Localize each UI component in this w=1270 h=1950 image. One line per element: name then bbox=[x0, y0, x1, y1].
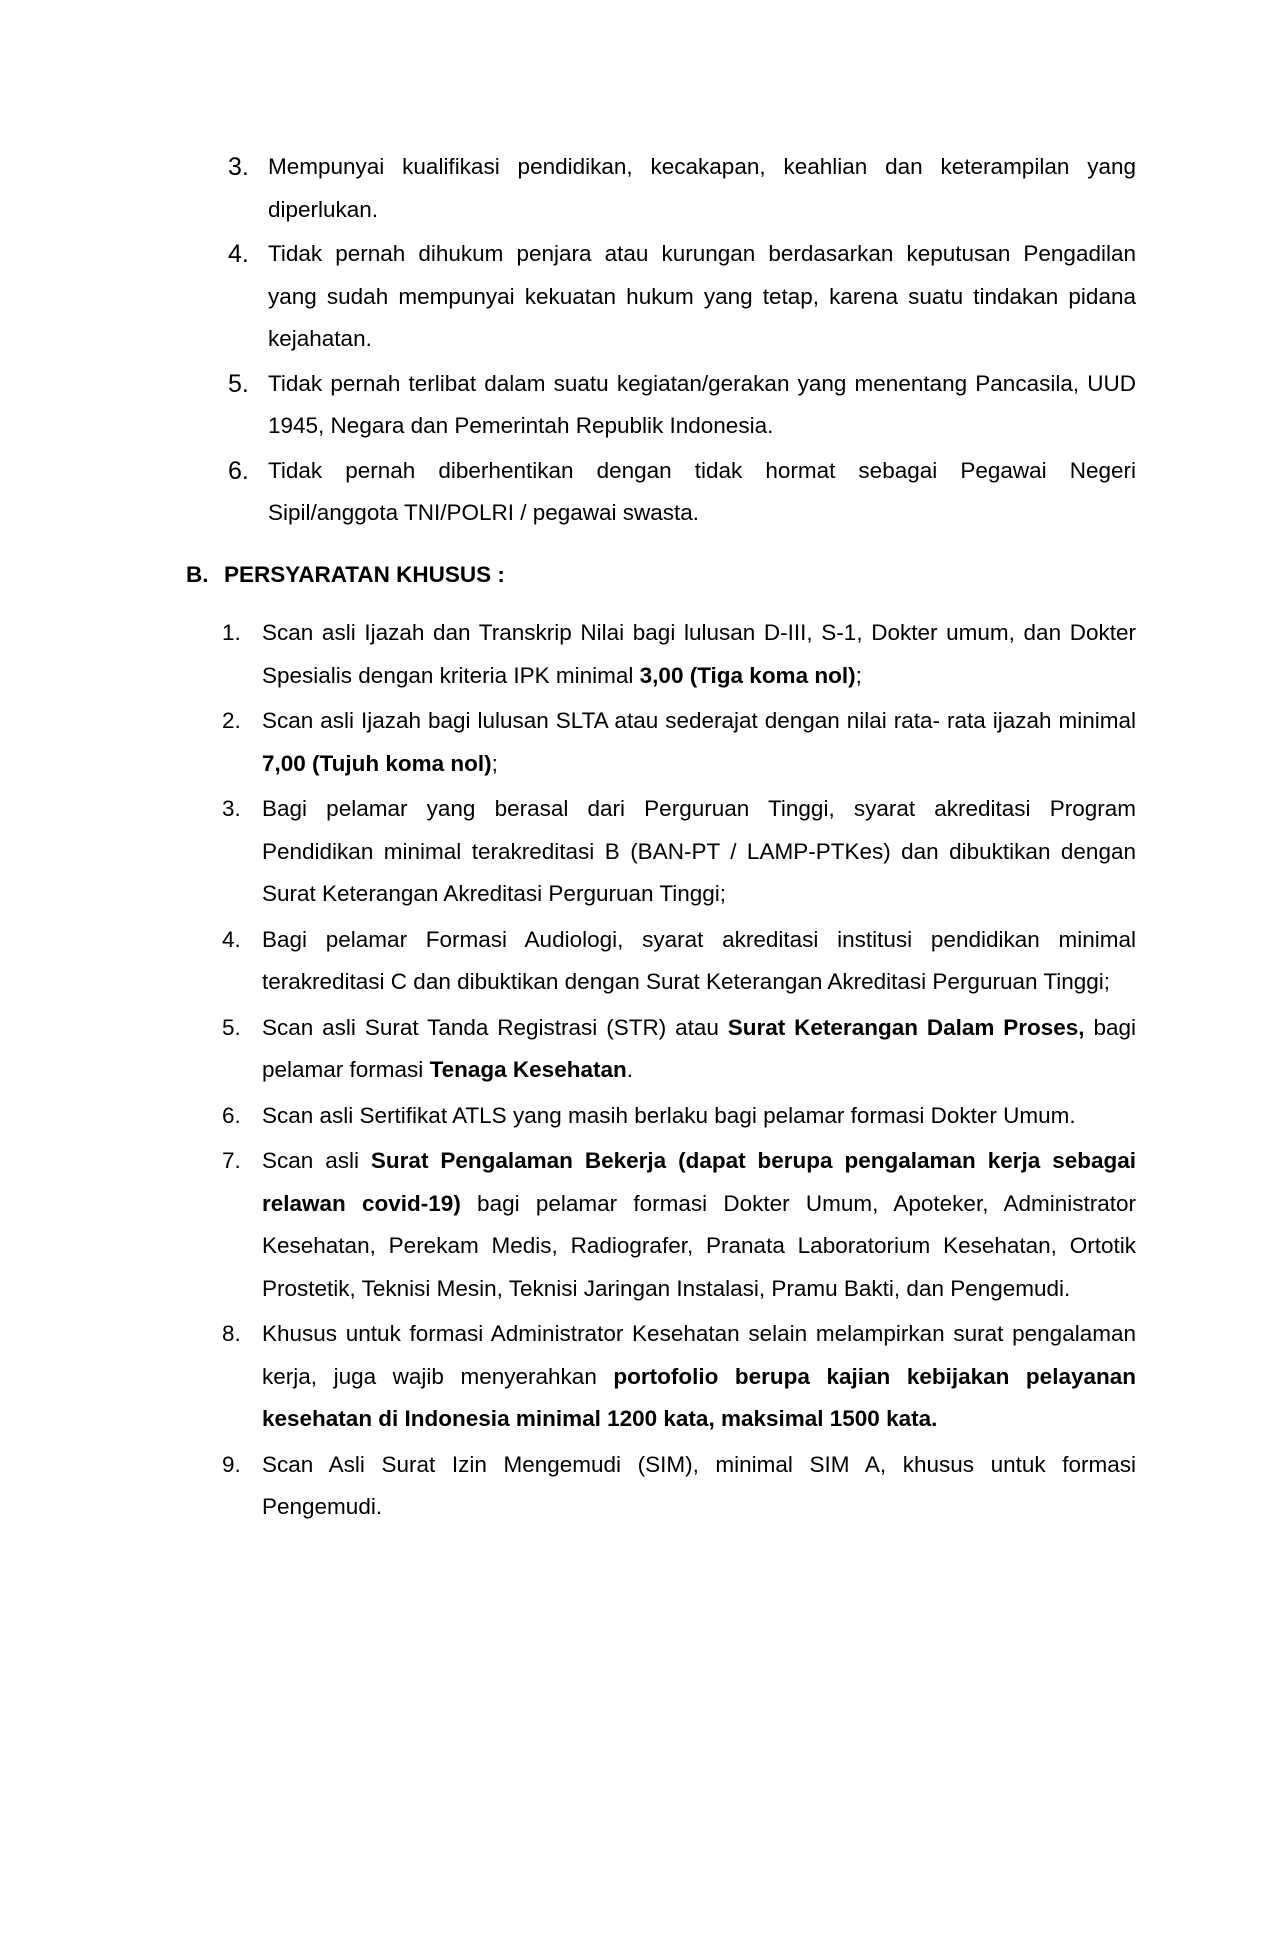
list-item bbox=[222, 612, 1136, 697]
list-item-text bbox=[262, 1452, 1136, 1520]
text-segment: ; bbox=[855, 662, 862, 688]
text-segment: Tidak pernah terlibat dalam suatu kegiatan/gerakan yang menentang Pancasila, UUD 1945, Negara dan Pemerintah Republik Indonesia. bbox=[268, 370, 1136, 438]
text-segment: bagi pelamar formasi bbox=[262, 1014, 1136, 1082]
text-segment: Tidak pernah dihukum penjara atau kurungan berdasarkan keputusan Pengadilan yang sudah mempunyai kekuatan hukum yang tetap, karena suatu tindakan pidana kejahatan. bbox=[268, 241, 1136, 351]
list-item bbox=[222, 1313, 1136, 1441]
list-item-number: 3. bbox=[228, 153, 249, 181]
text-segment: Khusus untuk formasi Administrator Kesehatan selain melampirkan surat pengalaman kerja, juga wajib menyerahkan bbox=[262, 1321, 1136, 1389]
list-item-number: 3. bbox=[222, 796, 241, 821]
list-item bbox=[222, 1444, 1136, 1529]
list-item-text bbox=[262, 927, 1136, 995]
bold-text-segment: Surat Keterangan Dalam Proses, bbox=[727, 1014, 1085, 1040]
list-item-text bbox=[262, 1148, 1136, 1301]
text-segment: Scan Asli Surat Izin Mengemudi (SIM), minimal SIM A, khusus untuk formasi Pengemudi. bbox=[262, 1451, 1136, 1519]
section-heading-b bbox=[186, 554, 505, 596]
list-item-number: 4. bbox=[222, 926, 241, 952]
list-item bbox=[222, 700, 1136, 785]
list-item bbox=[228, 450, 1136, 535]
list-item-text bbox=[268, 154, 1136, 222]
list-item-text bbox=[262, 1015, 1136, 1083]
list-item-number: 4. bbox=[228, 240, 249, 268]
list-item-text bbox=[268, 241, 1136, 351]
list-item-text bbox=[268, 458, 1136, 526]
text-segment: Mempunyai kualifikasi pendidikan, kecakapan, keahlian dan keterampilan yang diperlukan. bbox=[268, 154, 1136, 222]
list-item-number: 5. bbox=[228, 369, 249, 398]
list-item-number: 1. bbox=[222, 620, 241, 645]
bold-text-segment: portofolio berupa kajian kebijakan pelayanan kesehatan di Indonesia minimal 1200 kata, maksimal 1500 kata. bbox=[262, 1363, 1136, 1431]
list-item bbox=[228, 363, 1136, 448]
list-item-text bbox=[262, 796, 1136, 906]
list-item bbox=[228, 146, 1136, 231]
text-segment: . bbox=[626, 1057, 633, 1082]
list-item-text bbox=[262, 1321, 1136, 1431]
section-title: PERSYARATAN KHUSUS : bbox=[224, 562, 505, 587]
text-segment: ; bbox=[491, 750, 498, 776]
list-item bbox=[222, 788, 1136, 916]
list-item-text bbox=[262, 620, 1136, 688]
text-segment: Tidak pernah diberhentikan dengan tidak hormat sebagai Pegawai Negeri Sipil/anggota TNI/POLRI / pegawai swasta. bbox=[268, 457, 1136, 525]
list-item bbox=[228, 233, 1136, 361]
text-segment: Scan asli Sertifikat ATLS yang masih berlaku bagi pelamar formasi Dokter Umum. bbox=[262, 1102, 1076, 1128]
bold-text-segment: 7,00 (Tujuh koma nol) bbox=[262, 750, 492, 776]
list-item-number: 7. bbox=[222, 1148, 241, 1173]
list-item-number: 9. bbox=[222, 1451, 241, 1477]
list-item-text bbox=[262, 1103, 1076, 1128]
text-segment: Bagi pelamar Formasi Audiologi, syarat akreditasi institusi pendidikan minimal terakreditasi C dan dibuktikan dengan Surat Keterangan Akreditasi Perguruan Tinggi; bbox=[262, 926, 1136, 994]
bold-text-segment: Surat Pengalaman Bekerja (dapat berupa pengalaman kerja sebagai relawan covid-19) bbox=[262, 1148, 1136, 1216]
list-item-text bbox=[262, 708, 1136, 776]
text-segment: Scan asli Surat Tanda Registrasi (STR) atau bbox=[262, 1014, 728, 1040]
list-item-number: 2. bbox=[222, 708, 241, 733]
list-item bbox=[222, 1140, 1136, 1310]
list-item-number: 8. bbox=[222, 1321, 241, 1346]
list-item bbox=[222, 1095, 1136, 1138]
list-item bbox=[222, 919, 1136, 1004]
bold-text-segment: 3,00 (Tiga koma nol) bbox=[639, 662, 856, 688]
list-item-number: 5. bbox=[222, 1014, 241, 1040]
list-item-text bbox=[268, 371, 1136, 439]
text-segment: bagi pelamar formasi Dokter Umum, Apoteker, Administrator Kesehatan, Perekam Medis, Radiografer, Pranata Laboratorium Kesehatan, Ortotik Prostetik, Teknisi Mesin, Teknisi Jaringan Instalasi, Pramu Bakti, dan Pengemudi. bbox=[262, 1190, 1136, 1301]
requirements-list-continued bbox=[228, 146, 1136, 537]
special-requirements-list bbox=[222, 612, 1136, 1532]
text-segment: Bagi pelamar yang berasal dari Perguruan Tinggi, syarat akreditasi Program Pendidikan minimal terakreditasi B (BAN-PT / LAMP-PTKes) dan dibuktikan dengan Surat Keterangan Akreditasi Perguruan Tinggi; bbox=[262, 796, 1136, 906]
list-item-number: 6. bbox=[228, 456, 249, 485]
section-letter: B. bbox=[186, 562, 209, 587]
text-segment: Scan asli bbox=[262, 1148, 371, 1173]
text-segment: Scan asli Ijazah dan Transkrip Nilai bagi lulusan D-III, S-1, Dokter umum, dan Dokter Spesialis dengan kriteria IPK minimal bbox=[262, 620, 1136, 688]
list-item-number: 6. bbox=[222, 1102, 241, 1128]
text-segment: Scan asli Ijazah bagi lulusan SLTA atau sederajat dengan nilai rata- rata ijazah minimal bbox=[262, 708, 1136, 733]
list-item bbox=[222, 1007, 1136, 1092]
bold-text-segment: Tenaga Kesehatan bbox=[429, 1057, 627, 1082]
